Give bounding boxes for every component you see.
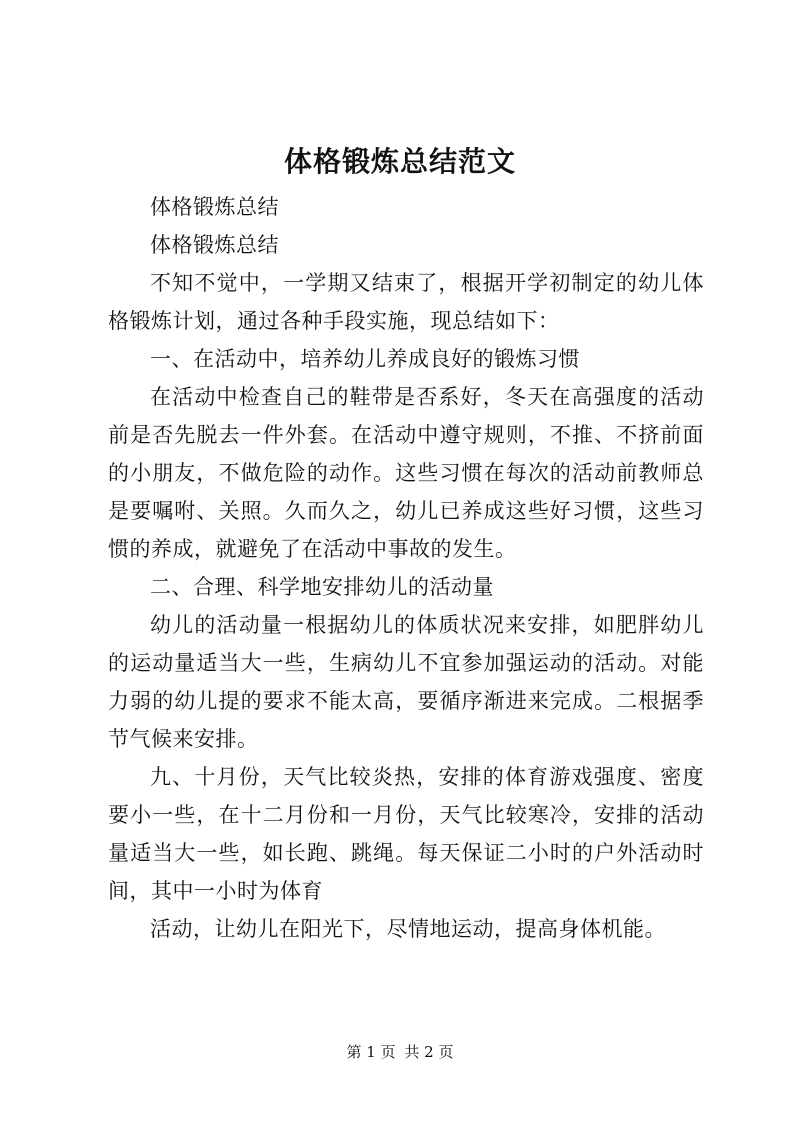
section-heading: 一、在活动中，培养幼儿养成良好的锻炼习惯 [150,347,580,371]
paragraph: 在活动中检查自己的鞋带是否系好，冬天在高强度的活动前是否先脱去一件外套。在活动中遵守规则，不推、不挤前面的小朋友，不做危险的动作。这些习惯在每次的活动前教师总是要嘱咐、关照。久而久之，幼儿已养成这些好习惯，这些习惯的养成，就避免了在活动中事故的发生。 [108,385,704,561]
paragraph: 活动，让幼儿在阳光下，尽情地运动，提高身体机能。 [150,917,666,941]
page-total: 共 2 页 [404,1043,454,1061]
paragraph: 九、十月份，天气比较炎热，安排的体育游戏强度、密度要小一些，在十二月份和一月份，天气比较寒冷，安排的活动量适当大一些，如长跑、跳绳。每天保证二小时的户外活动时间，其中一小时为体育 [108,765,704,903]
page-number: 第 1 页 [346,1043,396,1061]
paragraph: 不知不觉中，一学期又结束了，根据开学初制定的幼儿体格锻炼计划，通过各种手段实施，现总结如下： [108,271,704,333]
paragraph: 体格锻炼总结 [150,233,279,257]
paragraph: 体格锻炼总结 [150,195,279,219]
paragraph: 幼儿的活动量一根据幼儿的体质状况来安排，如肥胖幼儿的运动量适当大一些，生病幼儿不宜参加强运动的活动。对能力弱的幼儿提的要求不能太高，要循序渐进来完成。二根据季节气候来安排。 [108,613,704,751]
section-heading: 二、合理、科学地安排幼儿的活动量 [150,575,494,599]
page-footer [0,1042,800,1062]
document-body [108,188,704,948]
document-title: 体格锻炼总结范文 [283,145,516,178]
